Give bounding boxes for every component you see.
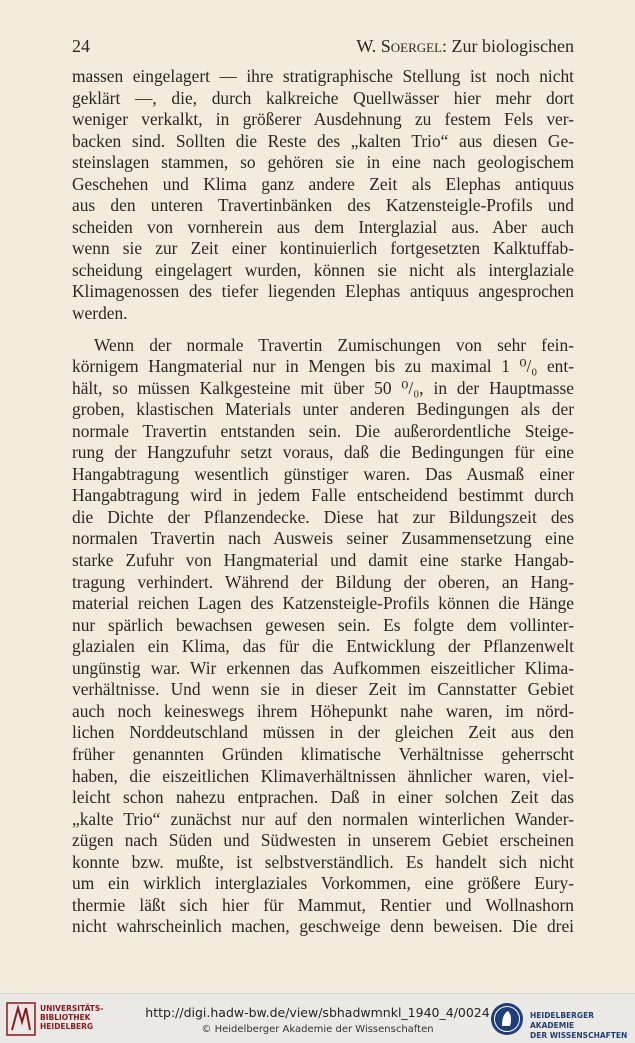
text-line: auch noch keineswegs ihrem Höhepunkt nahe waren, im nörd- bbox=[72, 700, 574, 721]
academy-logo[interactable] bbox=[490, 1000, 635, 1038]
text-line: ungünstig war. Wir erkennen das Aufkommen eiszeitlicher Klima- bbox=[72, 657, 574, 678]
text-line: körnigem Hangmaterial nur in Mengen bis zu maximal 1 ⁰/₀ ent- bbox=[72, 356, 574, 377]
text-line: material reichen Lagen des Katzensteigle-Profils können die Hänge bbox=[72, 593, 574, 614]
paragraph bbox=[72, 335, 574, 938]
paragraph bbox=[72, 66, 574, 325]
text-line: wenn sie zur Zeit einer kontinuierlich fortgesetzten Kalktuffab- bbox=[72, 238, 574, 259]
academy-seal-icon bbox=[490, 1002, 524, 1036]
page-number: 24 bbox=[72, 36, 90, 56]
text-line: tragung verhindert. Während der Bildung der oberen, an Hang- bbox=[72, 571, 574, 592]
text-line: Hangabtragung wesentlich günstiger waren. Das Ausmaß einer bbox=[72, 463, 574, 484]
ub-logo-line: HEIDELBERG bbox=[40, 1022, 94, 1031]
text-line: steinslagen stammen, so gehören sie in eine nach geologischem bbox=[72, 152, 574, 173]
copyright-notice: © Heidelberger Akademie der Wissenschaften bbox=[201, 1024, 434, 1035]
text-line: nicht wahrscheinlich machen, geschweige denn beweisen. Die drei bbox=[72, 916, 574, 937]
text-line: thermie läßt sich hier für Mammut, Rentier und Wollnashorn bbox=[72, 894, 574, 915]
text-line: scheidung eingelagert wurden, können sie nicht als interglaziale bbox=[72, 259, 574, 280]
ub-logo-line: UNIVERSITÄTS- bbox=[40, 1004, 104, 1013]
text-line: lichen Norddeutschland müssen in der gleichen Zeit aus den bbox=[72, 722, 574, 743]
running-header bbox=[72, 36, 574, 60]
text-line: zügen nach Süden und Südwesten in unserem Gebiet erscheinen bbox=[72, 830, 574, 851]
author-name: W. Soergel: bbox=[356, 36, 448, 56]
text-line: um ein wirklich interglaziales Vorkommen, eine größere Eury- bbox=[72, 873, 574, 894]
text-line: Klimagenossen des tiefer liegenden Elephas antiquus angesprochen bbox=[72, 281, 574, 302]
text-line: backen sind. Sollten die Reste des „kalten Trio“ aus diesen Ge- bbox=[72, 130, 574, 151]
running-title bbox=[356, 36, 574, 57]
text-line: Wenn der normale Travertin Zumischungen von sehr fein- bbox=[94, 334, 574, 355]
text-line: verhältnisse. Und wenn sie in dieser Zeit im Cannstatter Gebiet bbox=[72, 679, 574, 700]
body-text bbox=[72, 66, 574, 938]
text-line: normalen Travertin nach Ausweis seiner Zusammensetzung eine bbox=[72, 528, 574, 549]
text-line: glazialen ein Klima, das für die Entwicklung der Pflanzenwelt bbox=[72, 636, 574, 657]
permalink-url[interactable]: http://digi.hadw-bw.de/view/sbhadwmnkl_1940_4/0024 bbox=[145, 1005, 490, 1020]
digitization-footer bbox=[0, 993, 635, 1043]
text-line: groben, klastischen Materials unter anderen Bedingungen als der bbox=[72, 399, 574, 420]
text-line: „kalte Trio“ zunächst nur auf den normalen winterlichen Wander- bbox=[72, 808, 574, 829]
text-line: starke Zufuhr von Hangmaterial und damit eine starke Hangab- bbox=[72, 550, 574, 571]
ub-logo-line: BIBLIOTHEK bbox=[40, 1013, 91, 1022]
text-line: werden. bbox=[72, 303, 128, 324]
text-line: rung der Hangzufuhr setzt voraus, daß die Bedingungen für eine bbox=[72, 442, 574, 463]
academy-logo-line: DER WISSENSCHAFTEN bbox=[530, 1031, 628, 1040]
text-line: leicht schon nahezu entprachen. Daß in einer solchen Zeit das bbox=[72, 787, 574, 808]
text-line: nur spärlich bewachsen gewesen sein. Es folgte dem vollinter- bbox=[72, 614, 574, 635]
text-line: Geschehen und Klima ganz andere Zeit als Elephas antiquus bbox=[72, 173, 574, 194]
text-line: konnte bzw. mußte, ist selbstverständlich. Es handelt sich nicht bbox=[72, 851, 574, 872]
text-line: hält, so müssen Kalkgesteine mit über 50 ⁰/₀, in der Hauptmasse bbox=[72, 377, 574, 398]
text-line: früher genannten Gründen klimatische Verhältnisse geherrscht bbox=[72, 743, 574, 764]
text-line: Hangabtragung wird in jedem Falle entscheidend bestimmt durch bbox=[72, 485, 574, 506]
text-line: massen eingelagert — ihre stratigraphische Stellung ist noch nicht bbox=[72, 66, 574, 86]
text-line: haben, die eiszeitlichen Klimaverhältnissen ähnlicher waren, viel- bbox=[72, 765, 574, 786]
title-fragment: Zur biologischen bbox=[451, 36, 574, 56]
text-line: die Dichte der Pflanzendecke. Diese hat zur Bildungszeit des bbox=[72, 506, 574, 527]
text-line: weniger verkalkt, in größerer Ausdehnung zu festem Fels ver- bbox=[72, 109, 574, 130]
text-line: aus den unteren Travertinbänken des Katzensteigle-Profils und bbox=[72, 195, 574, 216]
text-line: normale Travertin entstanden sein. Die außerordentliche Steige- bbox=[72, 420, 574, 441]
text-line: geklärt —, die, durch kalkreiche Quellwässer hier mehr dort bbox=[72, 87, 574, 108]
text-line: scheiden von vornherein aus dem Interglazial aus. Aber auch bbox=[72, 216, 574, 237]
academy-logo-line: HEIDELBERGER AKADEMIE bbox=[530, 1011, 594, 1030]
